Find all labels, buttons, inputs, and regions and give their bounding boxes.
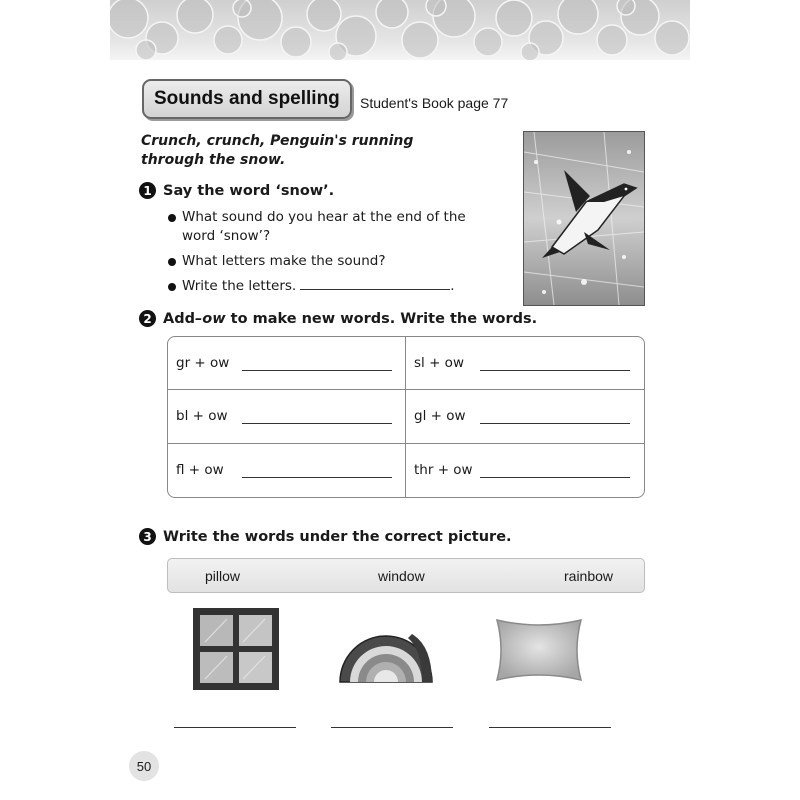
answer-line[interactable] — [480, 409, 630, 424]
grid-cell — [168, 390, 406, 443]
bullet-text: Write the letters. — [182, 278, 297, 294]
section-title: Sounds and spelling — [142, 79, 352, 119]
intro-line-2: through the snow. — [141, 152, 286, 168]
word-building-grid — [167, 336, 645, 498]
grid-cell — [168, 337, 406, 390]
answer-line[interactable] — [242, 356, 392, 371]
word-bank-item: pillow — [205, 568, 241, 584]
answer-line[interactable] — [331, 727, 453, 728]
question-1-text: Say the word ‘snow’. — [163, 182, 335, 199]
bullet-item: What letters make the sound? — [167, 252, 487, 271]
grid-cell — [168, 444, 406, 497]
question-1 — [139, 182, 334, 199]
cell-label: gr + ow — [176, 355, 230, 372]
book-reference: Student's Book page 77 — [360, 95, 509, 111]
intro-line-1: Crunch, crunch, Penguin's running — [141, 133, 414, 149]
grid-cell — [406, 444, 644, 497]
bullet-end: . — [450, 278, 455, 294]
question-1-bullets — [167, 208, 487, 302]
cell-label: thr + ow — [414, 462, 473, 479]
page-number: 50 — [129, 751, 159, 781]
grid-cell — [406, 337, 644, 390]
answer-line[interactable] — [242, 409, 392, 424]
word-bank — [167, 558, 645, 593]
rainbow-icon — [338, 626, 434, 688]
cell-label: bl + ow — [176, 408, 228, 425]
question-2-number: 2 — [139, 310, 156, 327]
answer-line[interactable] — [300, 277, 450, 290]
question-3-number: 3 — [139, 528, 156, 545]
question-2-text-before: Add — [163, 310, 195, 327]
workbook-page — [110, 0, 690, 800]
question-3-text: Write the words under the correct picture. — [163, 528, 512, 545]
pillow-icon — [493, 616, 585, 688]
answer-line[interactable] — [480, 463, 630, 478]
question-2-text-em: –ow — [194, 310, 226, 327]
question-2-text-after: to make new words. Write the words. — [225, 310, 538, 327]
cell-label: fl + ow — [176, 462, 224, 479]
bullet-item — [167, 277, 487, 296]
penguin-illustration — [523, 131, 645, 306]
window-icon — [193, 608, 279, 694]
grid-cell — [406, 390, 644, 443]
cell-label: gl + ow — [414, 408, 466, 425]
cell-label: sl + ow — [414, 355, 464, 372]
word-bank-item: rainbow — [564, 568, 614, 584]
word-bank-item: window — [378, 568, 425, 584]
question-2 — [139, 310, 537, 327]
answer-line[interactable] — [489, 727, 611, 728]
answer-line[interactable] — [242, 463, 392, 478]
decorative-header-band — [110, 0, 690, 60]
answer-line[interactable] — [480, 356, 630, 371]
question-3 — [139, 528, 512, 545]
answer-line[interactable] — [174, 727, 296, 728]
bullet-item: What sound do you hear at the end of the word ‘snow’? — [167, 208, 487, 246]
question-1-number: 1 — [139, 182, 156, 199]
intro-text — [141, 132, 441, 170]
